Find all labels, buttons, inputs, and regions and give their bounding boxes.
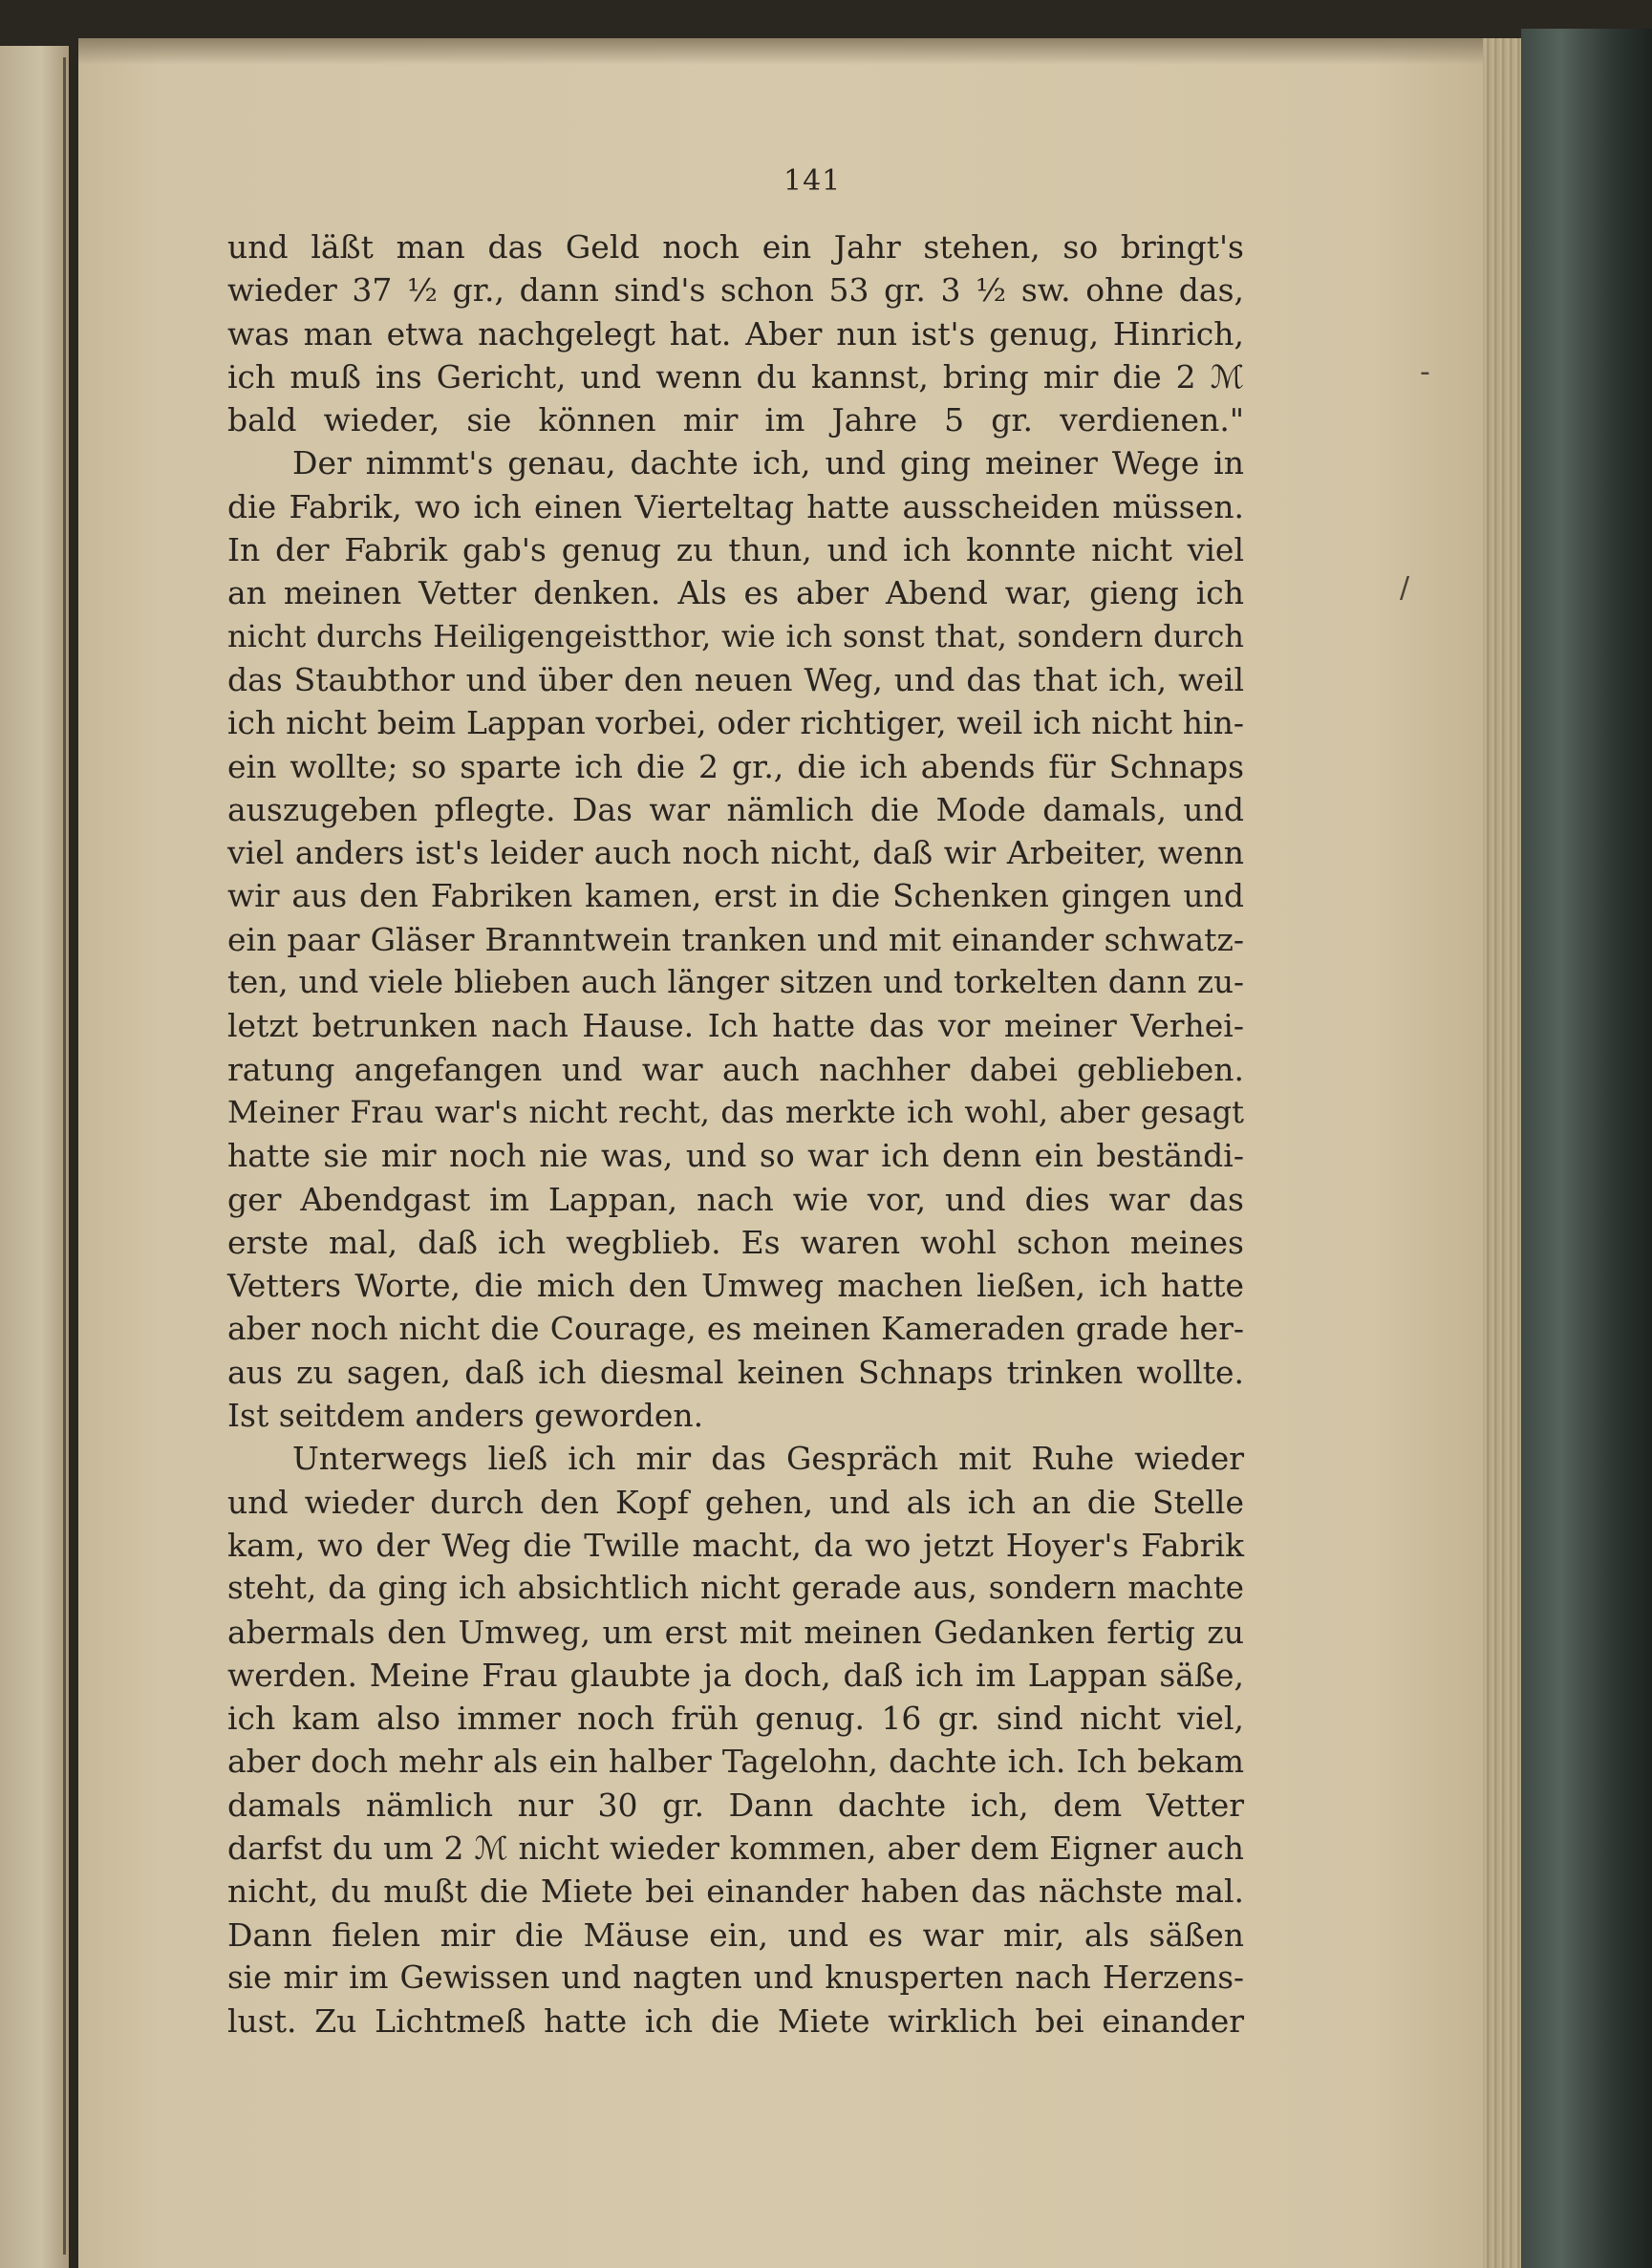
text-line: an meinen Vetter denken. Als es aber Abend war, gieng ich bbox=[227, 574, 1244, 612]
text-line: aus zu sagen, daß ich diesmal keinen Schnaps trinken wollte. bbox=[227, 1353, 1244, 1391]
text-line: und wieder durch den Kopf gehen, und als ich an die Stelle bbox=[227, 1483, 1244, 1521]
text-line: erste mal, daß ich wegblieb. Es waren wohl schon meines bbox=[227, 1223, 1244, 1261]
text-line: ich nicht beim Lappan vorbei, oder richtiger, weil ich nicht hin- bbox=[227, 704, 1244, 742]
text-line: auszugeben pflegte. Das war nämlich die Mode damals, und bbox=[227, 790, 1244, 828]
text-line: aber doch mehr als ein halber Tagelohn, dachte ich. Ich bekam bbox=[227, 1743, 1244, 1781]
text-line: Der nimmt's genau, dachte ich, und ging meiner Wege in bbox=[292, 444, 1244, 482]
text-line: werden. Meine Frau glaubte ja doch, daß ich im Lappan säße, bbox=[227, 1656, 1244, 1694]
text-line: abermals den Umweg, um erst mit meinen Gedanken fertig zu bbox=[227, 1613, 1244, 1651]
text-line: ein paar Gläser Branntwein tranken und mit einander schwatz- bbox=[227, 920, 1244, 958]
text-line: nicht durchs Heiligengeistthor, wie ich sonst that, sondern durch bbox=[227, 617, 1244, 654]
left-page-edge bbox=[0, 46, 69, 2268]
text-line: ich kam also immer noch früh genug. 16 gr. sind nicht viel, bbox=[227, 1700, 1244, 1738]
gutter-line bbox=[63, 57, 66, 2255]
book-cover-edge bbox=[1521, 29, 1652, 2268]
text-line: was man etwa nachgelegt hat. Aber nun ist's genug, Hinrich, bbox=[227, 314, 1244, 353]
text-line: sie mir im Gewissen und nagten und knusperten nach Herzens- bbox=[227, 1958, 1244, 1996]
text-line: aber noch nicht die Courage, es meinen Kameraden grade her- bbox=[227, 1310, 1244, 1348]
page-number: 141 bbox=[783, 164, 842, 198]
text-line: nicht, du mußt die Miete bei einander haben das nächste mal. bbox=[227, 1872, 1244, 1911]
text-line: Meiner Frau war's nicht recht, das merkte ich wohl, aber gesagt bbox=[227, 1093, 1244, 1130]
text-line: und läßt man das Geld noch ein Jahr stehen, so bringt's bbox=[227, 228, 1244, 266]
text-line: ratung angefangen und war auch nachher dabei geblieben. bbox=[227, 1050, 1244, 1088]
text-line: wir aus den Fabriken kamen, erst in die Schenken gingen und bbox=[227, 877, 1244, 915]
margin-mark: / bbox=[1400, 571, 1410, 605]
text-line: ger Abendgast im Lappan, nach wie vor, und dies war das bbox=[227, 1180, 1244, 1218]
text-line: ten, und viele blieben auch länger sitzen und torkelten dann zu- bbox=[227, 964, 1244, 1001]
text-line: ein wollte; so sparte ich die 2 gr., die ich abends für Schnaps bbox=[227, 747, 1244, 785]
text-line: ich muß ins Gericht, und wenn du kannst, bring mir die 2 ℳ bbox=[227, 357, 1244, 396]
text-line: damals nämlich nur 30 gr. Dann dachte ich, dem Vetter bbox=[227, 1786, 1244, 1824]
text-line: letzt betrunken nach Hause. Ich hatte das vor meiner Verhei- bbox=[227, 1007, 1244, 1045]
text-line: hatte sie mir noch nie was, und so war ich denn ein beständi- bbox=[227, 1137, 1244, 1175]
page-top-shadow bbox=[78, 38, 1483, 65]
text-line: bald wieder, sie können mir im Jahre 5 gr. verdienen." bbox=[227, 401, 1244, 439]
text-line: In der Fabrik gab's genug zu thun, und ich konnte nicht viel bbox=[227, 531, 1244, 569]
text-line: darfst du um 2 ℳ nicht wieder kommen, aber dem Eigner auch bbox=[227, 1829, 1244, 1867]
text-line: die Fabrik, wo ich einen Vierteltag hatte ausscheiden müssen. bbox=[227, 487, 1244, 525]
text-line: Ist seitdem anders geworden. bbox=[227, 1397, 704, 1435]
text-line: kam, wo der Weg die Twille macht, da wo jetzt Hoyer's Fabrik bbox=[227, 1526, 1244, 1564]
body-text bbox=[227, 225, 1244, 2043]
text-line: Vetters Worte, die mich den Umweg machen ließen, ich hatte bbox=[227, 1267, 1244, 1305]
margin-mark: - bbox=[1420, 355, 1430, 389]
text-line: Unterwegs ließ ich mir das Gespräch mit Ruhe wieder bbox=[292, 1440, 1244, 1478]
text-line: lust. Zu Lichtmeß hatte ich die Miete wirklich bei einander bbox=[227, 2002, 1244, 2041]
text-line: das Staubthor und über den neuen Weg, und das that ich, weil bbox=[227, 660, 1244, 698]
text-line: Dann fielen mir die Mäuse ein, und es war mir, als säßen bbox=[227, 1915, 1244, 1954]
page-fore-edge bbox=[1483, 38, 1521, 2268]
text-line: wieder 37 ½ gr., dann sind's schon 53 gr. 3 ½ sw. ohne das, bbox=[227, 271, 1244, 310]
text-line: steht, da ging ich absichtlich nicht gerade aus, sondern machte bbox=[227, 1570, 1244, 1607]
text-line: viel anders ist's leider auch noch nicht, daß wir Arbeiter, wenn bbox=[227, 834, 1244, 872]
